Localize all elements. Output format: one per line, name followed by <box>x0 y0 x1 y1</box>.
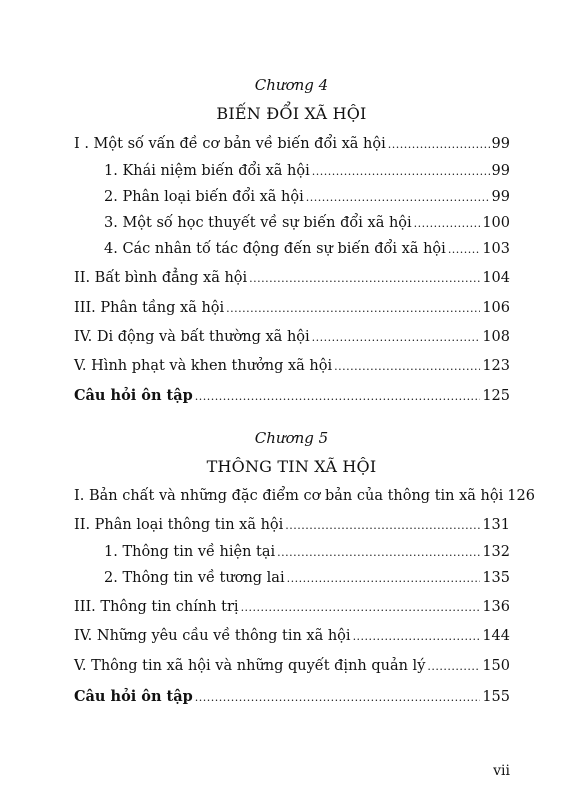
toc-entry[interactable] <box>104 241 510 257</box>
toc-entry-page: 144 <box>482 628 510 644</box>
leader-dots <box>285 519 480 532</box>
toc-entry-text: I. Bản chất và những đặc điểm cơ bản của thông tin xã hội <box>74 488 504 504</box>
toc-entry-page: 99 <box>491 163 510 179</box>
toc-entry[interactable] <box>74 688 510 705</box>
chapter-4-title: BIẾN ĐỔI XÃ HỘI <box>216 104 367 123</box>
toc-entry[interactable] <box>74 628 510 644</box>
toc-entry-text: IV. Những yêu cầu về thông tin xã hội <box>74 628 351 644</box>
leader-dots <box>312 165 490 178</box>
toc-entry-text: 2. Thông tin về tương lai <box>104 570 285 586</box>
leader-dots <box>334 360 480 373</box>
toc-entry-page: 126 <box>507 488 535 504</box>
toc-entry-page: 104 <box>482 270 510 286</box>
toc-entry[interactable] <box>104 163 510 179</box>
toc-entry-page: 136 <box>482 599 510 615</box>
leader-dots <box>353 630 481 643</box>
toc-entry-text: 2. Phân loại biến đổi xã hội <box>104 189 304 205</box>
toc-entry[interactable] <box>74 136 510 152</box>
toc-entry-page: 150 <box>482 658 510 674</box>
leader-dots <box>277 546 480 559</box>
toc-entry-text: II. Phân loại thông tin xã hội <box>74 517 284 533</box>
leader-dots <box>448 243 481 256</box>
toc-entry[interactable] <box>104 215 510 231</box>
chapter-5-title: THÔNG TIN XÃ HỘI <box>206 457 377 476</box>
toc-entry-text: 1. Khái niệm biến đổi xã hội <box>104 163 310 179</box>
chapter-5-label: Chương 5 <box>254 429 329 447</box>
page-number: vii <box>493 763 510 779</box>
leader-dots <box>312 331 481 344</box>
toc-entry-text: I . Một số vấn đề cơ bản về biến đổi xã hội <box>74 136 386 152</box>
toc-entry-page: 132 <box>482 544 510 560</box>
toc-entry-page: 135 <box>482 570 510 586</box>
leader-dots <box>226 302 480 315</box>
toc-entry-text: 1. Thông tin về hiện tại <box>104 544 276 560</box>
toc-entry-text: Câu hỏi ôn tập <box>74 387 193 404</box>
toc-entry-page: 125 <box>482 388 510 404</box>
toc-entry-page: 155 <box>482 689 510 705</box>
toc-entry[interactable] <box>74 358 510 374</box>
toc-entry-page: 108 <box>482 329 510 345</box>
toc-entry-page: 106 <box>482 300 510 316</box>
toc-entry-page: 100 <box>482 215 510 231</box>
toc-entry-text: Câu hỏi ôn tập <box>74 688 193 705</box>
toc-entry[interactable] <box>74 658 510 674</box>
toc-entry[interactable] <box>74 599 510 615</box>
leader-dots <box>388 138 490 151</box>
toc-entry-text: III. Thông tin chính trị <box>74 599 239 615</box>
toc-entry[interactable] <box>74 517 510 533</box>
toc-entry-page: 99 <box>491 189 510 205</box>
toc-entry-text: III. Phân tầng xã hội <box>74 300 225 316</box>
leader-dots <box>287 572 481 585</box>
leader-dots <box>241 601 481 614</box>
leader-dots <box>427 660 480 673</box>
toc-entry[interactable] <box>104 189 510 205</box>
toc-entry-page: 123 <box>482 358 510 374</box>
toc-entry-text: IV. Di động và bất thường xã hội <box>74 329 310 345</box>
toc-entry-page: 131 <box>482 517 510 533</box>
leader-dots <box>306 191 490 204</box>
toc-entry[interactable] <box>74 488 535 504</box>
toc-entry-text: II. Bất bình đẳng xã hội <box>74 270 248 286</box>
toc-entry-page: 103 <box>482 241 510 257</box>
toc-entry[interactable] <box>74 300 510 316</box>
leader-dots <box>195 390 481 403</box>
toc-entry[interactable] <box>74 270 510 286</box>
toc-entry-text: V. Hình phạt và khen thưởng xã hội <box>74 358 333 374</box>
toc-entry[interactable] <box>74 387 510 404</box>
toc-entry[interactable] <box>104 570 510 586</box>
toc-entry-text: 3. Một số học thuyết về sự biến đổi xã hội <box>104 215 412 231</box>
leader-dots <box>195 691 481 704</box>
toc-entry-text: V. Thông tin xã hội và những quyết định quản lý <box>74 658 426 674</box>
leader-dots <box>414 217 481 230</box>
toc-entry-page: 99 <box>491 136 510 152</box>
toc-entry[interactable] <box>104 544 510 560</box>
toc-entry[interactable] <box>74 329 510 345</box>
toc-entry-text: 4. Các nhân tố tác động đến sự biến đổi xã hội <box>104 241 446 257</box>
leader-dots <box>249 272 480 285</box>
chapter-4-label: Chương 4 <box>254 76 329 94</box>
